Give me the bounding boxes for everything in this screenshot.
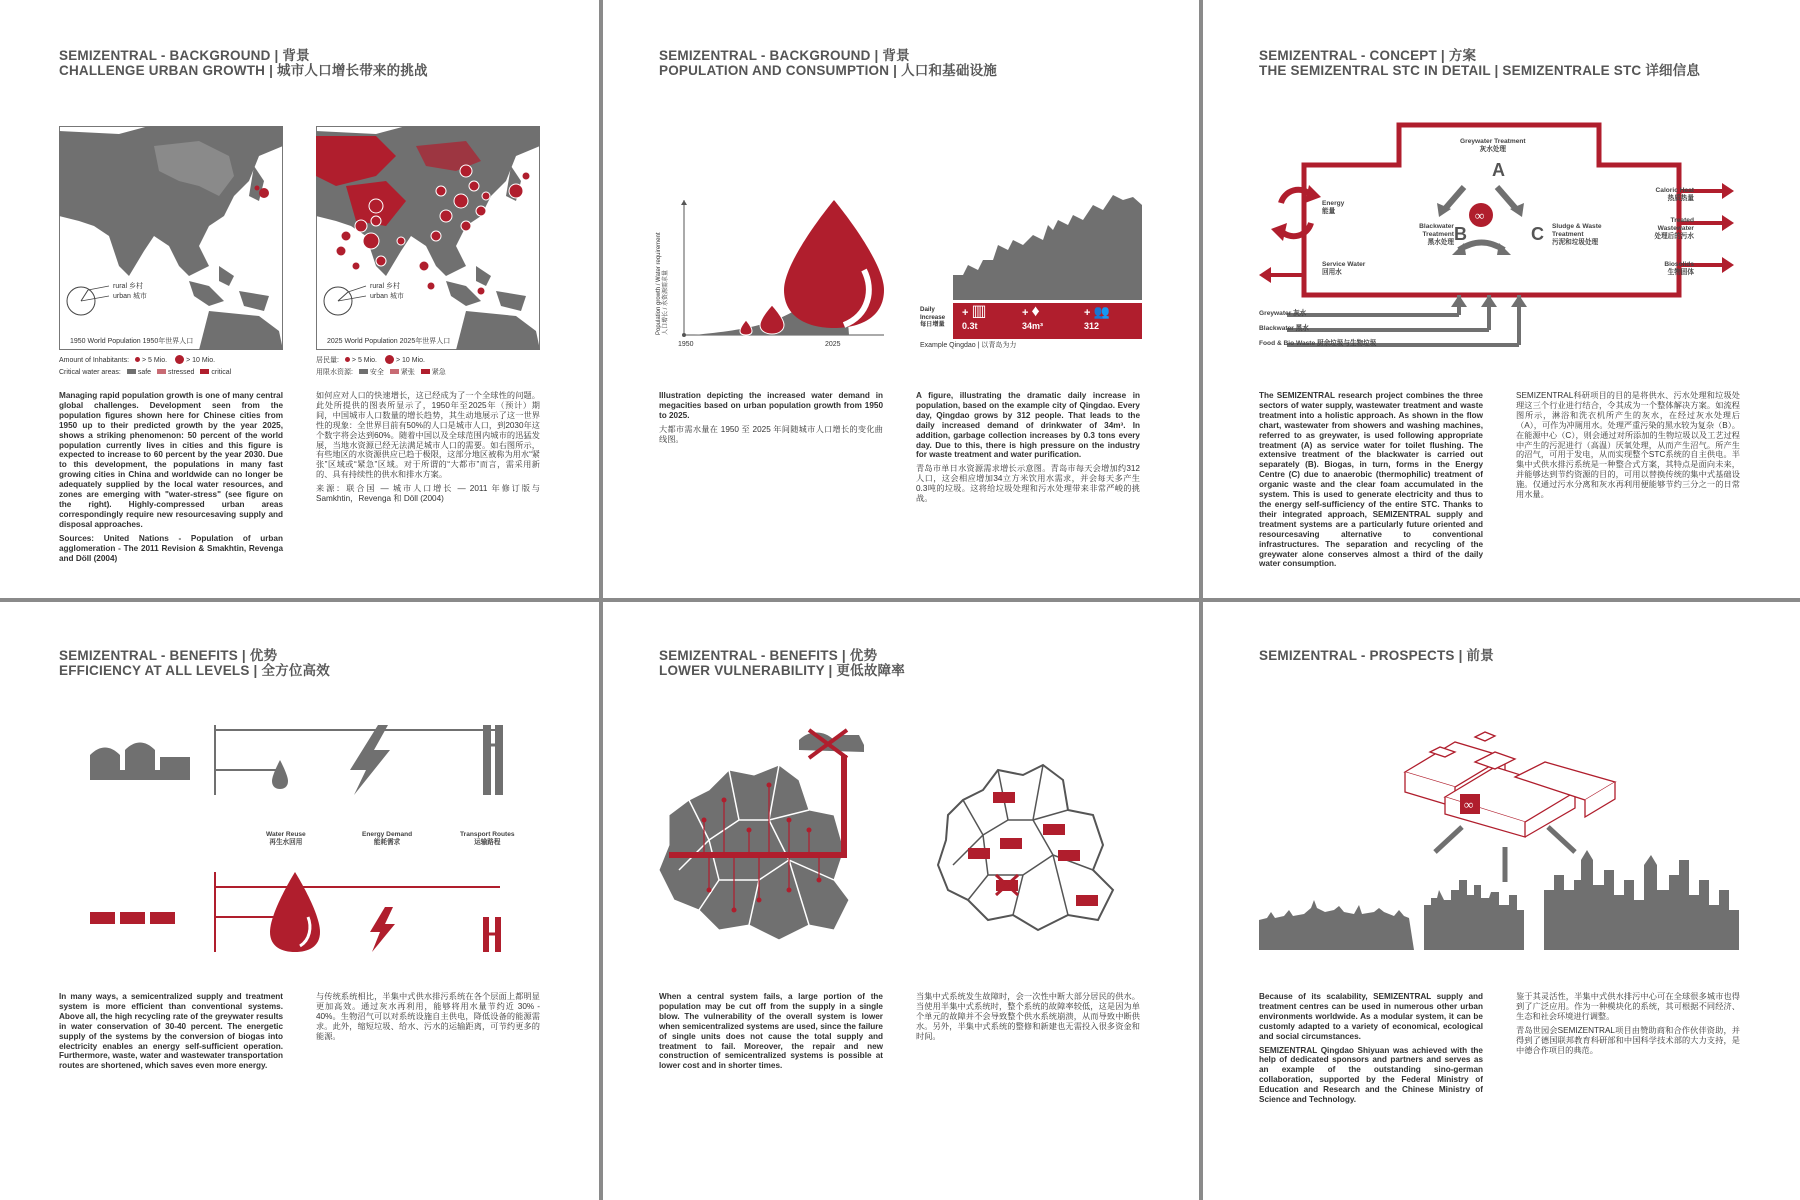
chinese-text: 鉴于其灵活性，半集中式供水排污中心可在全球很多城市也得到了广泛应用。作为一种模块化的系统，其可根据不同经济、生态和社会环境进行调整。 青岛世园会SEMIZENTRAL项目由赞助商和合作伙伴资助，并得到了德国联邦教育科研部和中国科学技术部的大力支持，是中德合作项目的典范。 [1516, 992, 1740, 1055]
panel-concept [1200, 0, 1800, 600]
x-label-1950: 1950 [678, 341, 694, 348]
panel-title: SEMIZENTRAL - BACKGROUND | 背景 POPULATION AND CONSUMPTION | 人口和基础设施 [659, 48, 997, 78]
central-system-map [659, 730, 889, 945]
stc-building-illustration [1385, 722, 1625, 837]
english-text: In many ways, a semicentralized supply and treatment system is more efficient than conventional systems. Above all, the high recycling rate of the greywater results in water conservation of 30-40 percent. The energetic supply of the systems by the conversion of biogas into electricity enables an energy self-sufficient operation. Furthermore, waste, water and wastewater transportation routes are shortened, which saves even more energy. [59, 992, 283, 1071]
panel-prospects [1200, 600, 1800, 1200]
english-text: When a central system fails, a large portion of the population may be cut off from the supply in a single blow. The vulnerability of the overall system is lower when semicentralized systems are used, since the failure of single units does not cause the total supply and treatment to fail. Moreover, the repair and new construction of semicentralized systems is possible at lower cost and in shorter times. [659, 992, 883, 1071]
map-2025 [316, 126, 540, 350]
y-axis-label: Population growth / Water requirement 人口增长 / 水资源需求量 [656, 232, 669, 335]
increase-garbage: + ▥ 0.3t [962, 303, 987, 331]
greywater-treatment-label: Greywater Treatment 灰水处理 [1460, 138, 1526, 153]
caloric-heat-label: Caloric Heat 热质热量 [1655, 187, 1694, 202]
daily-increase-label: Daily Increase 每日增量 [920, 306, 946, 328]
chinese-text: SEMIZENTRAL科研项目的目的是将供水、污水处理和垃圾处理这三个行业进行结合，令其成为一个整体解决方案。如流程图所示，淋浴和洗衣机所产生的灰水，在经过灰水处理后（A），可作为冲厕用水。处理严重污染的黑水较为复杂（B）。在能源中心（C），则会通过对所添加的生物垃圾以及工艺过程中产生的污泥进行（高温）厌氧处理，从而产生沼气。所产生的沼气，可用于发电，从而实现整个STC系统的自主供电。半集中式供水排污系统是一种整合式方案，其特点是面向未来，并能够达到节约资源的目的，可用以替换传统的集中式基础设施。仅通过污水分离和灰水再利用便能够节约三分之一的日常用水量。 [1516, 391, 1740, 500]
panel-efficiency [0, 600, 600, 1200]
map2-rural-label: rural 乡村 [370, 283, 400, 290]
blackwater-treatment-label: Blackwater Treatment 黑水处理 [1419, 223, 1454, 246]
legend-inhabitants-cn: 居民量: > 5 Mio. > 10 Mio. [316, 357, 425, 364]
panel-challenge-urban-growth [0, 0, 600, 600]
right-text: A figure, illustrating the dramatic daily increase in population, based on the example city of Qingdao. Every day, Qingdao grows by 312 people. That leads to the daily increased demand of drinkwater of 34m³. In addition, garbage collection increases by 0.3 tons every day. Due to this, there is high pressure on the industry for waste treatment and water purification. 青岛市单日水资源需求增长示意图。青岛市每天会增加约312人口，这会相应增加34立方米饮用水需求，并会每天多产生0.3吨的垃圾。这将给垃圾处理和污水处理带来非常严峻的挑战。 [916, 391, 1140, 504]
panel-title: SEMIZENTRAL - BACKGROUND | 背景 CHALLENGE URBAN GROWTH | 城市人口增长带来的挑战 [59, 48, 428, 78]
treated-wastewater-label: Treated Wastewater 处理后的污水 [1654, 217, 1694, 240]
legend-water-cn: 用限水资源: 安全 紧张 紧急 [316, 369, 446, 376]
biosolids-label: Biosolids 生物固体 [1664, 261, 1694, 276]
chinese-text: 当集中式系统发生故障时，会一次性中断大部分居民的供水。当使用半集中式系统时，整个系统的故障率较低，这是因为单个单元的故障并不会导致整个供水系统崩溃，从而导致中断供水。另外，半集中式系统的整修和新建也无需投入很多资金和时间。 [916, 992, 1140, 1041]
input-greywater: Greywater 灰水 [1259, 310, 1307, 317]
efficiency-conventional-row [90, 725, 510, 795]
map1-urban-label: urban 城市 [113, 293, 147, 300]
map1-caption: 1950 World Population 1950年世界人口 [70, 338, 194, 345]
legend-water: Critical water areas: safe stressed critical [59, 369, 232, 376]
panel-title: SEMIZENTRAL - BENEFITS | 优势 LOWER VULNERABILITY | 更低故障率 [659, 648, 905, 678]
left-text: Illustration depicting the increased water demand in megacities based on urban population growth from 1950 to 2025. 大都市需水量在 1950 至 2025 年间随城市人口增长的变化曲线图。 [659, 391, 883, 444]
map2-urban-label: urban 城市 [370, 293, 404, 300]
chinese-text: 如何应对人口的快速增长，这已经成为了一个全球性的问题。此处所提供的图表所显示了，1950年至2025年（预计）期间，中国城市人口数量的增长趋势，其生动地展示了这一世界性的现象：全世界目前有50%的人口是城市人口，到2030年这个数字将会达到60%。随着中国以及全球范围内城市的迅猛发展，当地水资源已经无法满足城市人口的需要。如右图所示，有些地区的水资源供应已趋于极限，这部分地区被称为用水“紧张”区域或“紧急”区域。对于所谓的“大都市”而言，需采用新的、具有持续性的供水和排水方案。 来源：联合国 — 城市人口增长 — 2011 年修订版与 Samkhtin，Revenga 和 Döll (2004) [316, 391, 540, 504]
panel-title: SEMIZENTRAL - CONCEPT | 方案 THE SEMIZENTRAL STC IN DETAIL | SEMIZENTRALE STC 详细信息 [1259, 48, 1701, 78]
chinese-text: 与传统系统相比，半集中式供水排污系统在各个层面上都明显更加高效。通过灰水再利用，能够将用水量节约近 30% - 40%。生物沼气可以对系统设施自主供电，降低设备的能源需求。此外，缩短垃圾、给水、污水的运输距离，可节约更多的能源。 [316, 992, 540, 1041]
panel-title: SEMIZENTRAL - BENEFITS | 优势 EFFICIENCY AT ALL LEVELS | 全方位高效 [59, 648, 330, 678]
label-a: A [1492, 160, 1505, 180]
english-text: The SEMIZENTRAL research project combines the three sectors of water supply, wastewater treatment and waste treatment into a holistic approach. As shown in the flow chart, wastewater from showers and washing machines, referred to as greywater, is used following appropriate treatment (A) as service water for toilet flushing. The extensive treatment of the blackwater is carried out separately (B). Biogas, in turn, forms in the Energy Centre (C) due to anaerobic (thermophilic) treatment of organic waste and the clear foam accumulated in the system. This is used to generate electricity and thus to the energy self-sufficiency of the entire STC. Thanks to their integrated approach, SEMIZENTRAL supply and treatment systems are a particularly future oriented and resourcesaving alternative to conventional infrastructures. The separation and recycling of the greywater alone conserves almost a third of the daily water consumption. [1259, 391, 1483, 569]
svg-text:∞: ∞ [1475, 208, 1485, 223]
legend-inhabitants: Amount of Inhabitants: > 5 Mio. > 10 Mio. [59, 357, 216, 364]
efficiency-semicentral-row [90, 872, 510, 952]
semicentral-system-map [938, 750, 1138, 930]
energy-label: Energy 能量 [1322, 200, 1345, 215]
sludge-waste-label: Sludge & Waste Treatment 污泥和垃圾处理 [1552, 223, 1602, 246]
english-text: Managing rapid population growth is one of many central global challenges. Development seen from the population figures shown here for Chinese cities from 1950 up to their predicted growth by the year 2025, shows a striking phenomenon: 50 percent of the world population currently lives in cities and this figure is expected to increase to 60 percent by the year 2030. Due to this development, the populations in many fast growing cities in China and worldwide can no longer be adequately supplied by the local water resources, and zones are emerging with "water-stress" (see figure on the right). Highly-compressed urban areas correspondingly require new resourcesaving supply and disposal approaches. Sources: United Nations - Population of urban agglomeration - The 2011 Revision & Smakhtin, Revenga and Döll (2004) [59, 391, 283, 563]
panel-lower-vulnerability [600, 600, 1200, 1200]
panel-population-consumption [600, 0, 1200, 600]
x-label-2025: 2025 [825, 341, 841, 348]
growth-chart [684, 200, 884, 340]
city-skylines [1259, 850, 1739, 950]
input-blackwater: Blackwater 黑水 [1259, 325, 1309, 332]
label-c: C [1531, 224, 1544, 244]
panel-title: SEMIZENTRAL - PROSPECTS | 前景 [1259, 648, 1494, 663]
input-food-bio-waste: Food & Bio Waste 厨余垃圾与生物垃圾 [1259, 340, 1377, 347]
map1-rural-label: rural 乡村 [113, 283, 143, 290]
svg-text:∞: ∞ [1464, 797, 1474, 812]
example-qingdao: Example Qingdao | 以青岛为力 [920, 342, 1017, 349]
map2-caption: 2025 World Population 2025年世界人口 [327, 338, 451, 345]
energy-demand-label: Energy Demand 能耗需求 [362, 831, 413, 846]
increase-people: + 👥 312 [1084, 304, 1110, 331]
increase-water: + ♦ 34m³ [1022, 303, 1044, 331]
service-water-label: Service Water 回用水 [1322, 261, 1366, 276]
water-reuse-label: Water Reuse 再生水回用 [266, 831, 306, 846]
transport-routes-label: Transport Routes 运输路程 [460, 831, 515, 846]
english-text: Because of its scalability, SEMIZENTRAL supply and treatment centres can be used in numerous other urban environments worldwide. As a modular system, it can be customly adapted to a variety of economical, ecological and social circumstances. SEMIZENTRAL Qingdao Shiyuan was achieved with the help of dedicated sponsors and partners and serves as an example of the outstanding sino-german collaboration, supported by the Federal Ministry of Education and Research and the Chinese Ministry of Science and Technology. [1259, 992, 1483, 1105]
map-1950 [59, 126, 283, 350]
label-b: B [1454, 224, 1467, 244]
